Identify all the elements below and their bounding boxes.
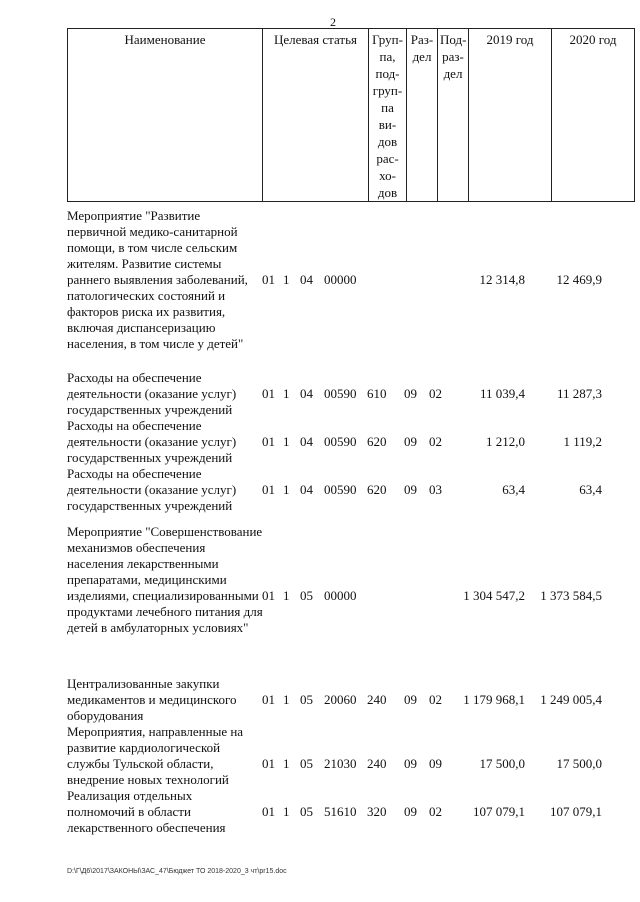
code-part-4: 00590 <box>324 482 357 497</box>
code-part-4: 00590 <box>324 434 357 449</box>
code-part-1: 01 <box>262 434 275 449</box>
code-part-2: 1 <box>283 588 290 603</box>
table-row <box>67 788 611 836</box>
code-part-4: 51610 <box>324 804 357 819</box>
value-2019: 1 179 968,1 <box>463 692 525 707</box>
code-part-2: 1 <box>283 272 290 287</box>
section-cell: 09 <box>404 756 417 771</box>
code-part-1: 01 <box>262 386 275 401</box>
section-cell: 09 <box>404 434 417 449</box>
value-2020: 1 373 584,5 <box>540 588 602 603</box>
subsection-cell: 02 <box>429 692 442 707</box>
value-2020: 11 287,3 <box>556 386 602 401</box>
code-part-1: 01 <box>262 756 275 771</box>
value-2020: 12 469,9 <box>556 272 602 287</box>
code-part-4: 00000 <box>324 588 357 603</box>
code-part-3: 05 <box>300 692 313 707</box>
row-name: Централизованные закупки медикаментов и медицинского оборудования <box>67 676 237 723</box>
code-part-2: 1 <box>283 386 290 401</box>
group-cell: 610 <box>367 386 387 401</box>
value-2019: 1 212,0 <box>486 434 525 449</box>
table-row <box>67 208 611 352</box>
code-part-4: 20060 <box>324 692 357 707</box>
subsection-cell: 02 <box>429 804 442 819</box>
value-2020: 63,4 <box>579 482 602 497</box>
code-part-3: 04 <box>300 386 313 401</box>
page-number: 2 <box>330 15 336 29</box>
table-row <box>67 370 611 418</box>
table-row <box>67 418 611 466</box>
section-cell: 09 <box>404 804 417 819</box>
row-name: Мероприятие "Развитие первичной медико-санитарной помощи, в том числе сельским жителям. Развитие системы раннего выявления заболеваний, патологических состояний и факторов риска их развития, включая диспансеризацию населения, в том числе у детей" <box>67 208 248 351</box>
code-part-3: 05 <box>300 588 313 603</box>
section-cell: 09 <box>404 482 417 497</box>
header-year-2020: 2020 год <box>552 29 635 202</box>
code-part-3: 04 <box>300 434 313 449</box>
code-part-4: 00000 <box>324 272 357 287</box>
group-cell: 240 <box>367 756 387 771</box>
code-part-1: 01 <box>262 804 275 819</box>
value-2019: 17 500,0 <box>479 756 525 771</box>
code-part-2: 1 <box>283 692 290 707</box>
code-part-2: 1 <box>283 434 290 449</box>
header-section: Раз- дел <box>407 29 438 202</box>
header-subsection: Под- раз- дел <box>438 29 469 202</box>
section-cell: 09 <box>404 386 417 401</box>
code-part-2: 1 <box>283 804 290 819</box>
row-name: Расходы на обеспечение деятельности (оказание услуг) государственных учреждений <box>67 370 237 417</box>
code-part-1: 01 <box>262 692 275 707</box>
table-row <box>67 524 611 668</box>
group-cell: 620 <box>367 434 387 449</box>
header-year-2019: 2019 год <box>469 29 552 202</box>
row-values <box>67 370 611 418</box>
table-row <box>67 724 611 788</box>
value-2019: 11 039,4 <box>479 386 525 401</box>
group-cell: 620 <box>367 482 387 497</box>
header-target-article: Целевая статья <box>263 29 369 202</box>
value-2019: 1 304 547,2 <box>463 588 525 603</box>
table-header <box>67 28 635 202</box>
value-2020: 1 249 005,4 <box>540 692 602 707</box>
header-name: Наименование <box>68 29 263 202</box>
group-cell: 320 <box>367 804 387 819</box>
code-part-1: 01 <box>262 588 275 603</box>
row-values <box>67 724 611 788</box>
code-part-3: 04 <box>300 272 313 287</box>
row-name: Мероприятие "Совершенствование механизмов обеспечения населения лекарственными препаратами, медицинскими изделиями, специализированными продуктами лечебного питания для детей в амбулаторных условиях" <box>67 524 263 635</box>
code-part-1: 01 <box>262 482 275 497</box>
row-values <box>67 788 611 836</box>
code-part-3: 05 <box>300 756 313 771</box>
row-values <box>67 676 611 724</box>
code-part-2: 1 <box>283 756 290 771</box>
subsection-cell: 02 <box>429 386 442 401</box>
header-group: Груп- па, под- груп- па ви- дов рас- хо- дов <box>369 29 407 202</box>
row-values <box>67 208 611 352</box>
value-2020: 1 119,2 <box>563 434 602 449</box>
code-part-3: 05 <box>300 804 313 819</box>
value-2020: 17 500,0 <box>556 756 602 771</box>
document-path-footer: D:\Г\Д6\2017\ЗАКОНЫ\ЗАС_47\Бюджет ТО 2018-2020_3 чт\pr15.doc <box>67 868 287 875</box>
row-name: Расходы на обеспечение деятельности (оказание услуг) государственных учреждений <box>67 466 237 513</box>
code-part-2: 1 <box>283 482 290 497</box>
row-name: Реализация отдельных полномочий в области лекарственного обеспечения <box>67 788 226 835</box>
value-2020: 107 079,1 <box>550 804 602 819</box>
row-name: Мероприятия, направленные на развитие кардиологической службы Тульской области, внедрение новых технологий <box>67 724 244 787</box>
group-cell: 240 <box>367 692 387 707</box>
row-values <box>67 466 611 514</box>
code-part-1: 01 <box>262 272 275 287</box>
code-part-4: 21030 <box>324 756 357 771</box>
value-2019: 12 314,8 <box>479 272 525 287</box>
table-row <box>67 466 611 514</box>
value-2019: 107 079,1 <box>473 804 525 819</box>
subsection-cell: 09 <box>429 756 442 771</box>
code-part-3: 04 <box>300 482 313 497</box>
row-name: Расходы на обеспечение деятельности (оказание услуг) государственных учреждений <box>67 418 237 465</box>
code-part-4: 00590 <box>324 386 357 401</box>
row-values <box>67 418 611 466</box>
section-cell: 09 <box>404 692 417 707</box>
value-2019: 63,4 <box>502 482 525 497</box>
subsection-cell: 03 <box>429 482 442 497</box>
row-values <box>67 524 611 668</box>
subsection-cell: 02 <box>429 434 442 449</box>
table-row <box>67 676 611 724</box>
